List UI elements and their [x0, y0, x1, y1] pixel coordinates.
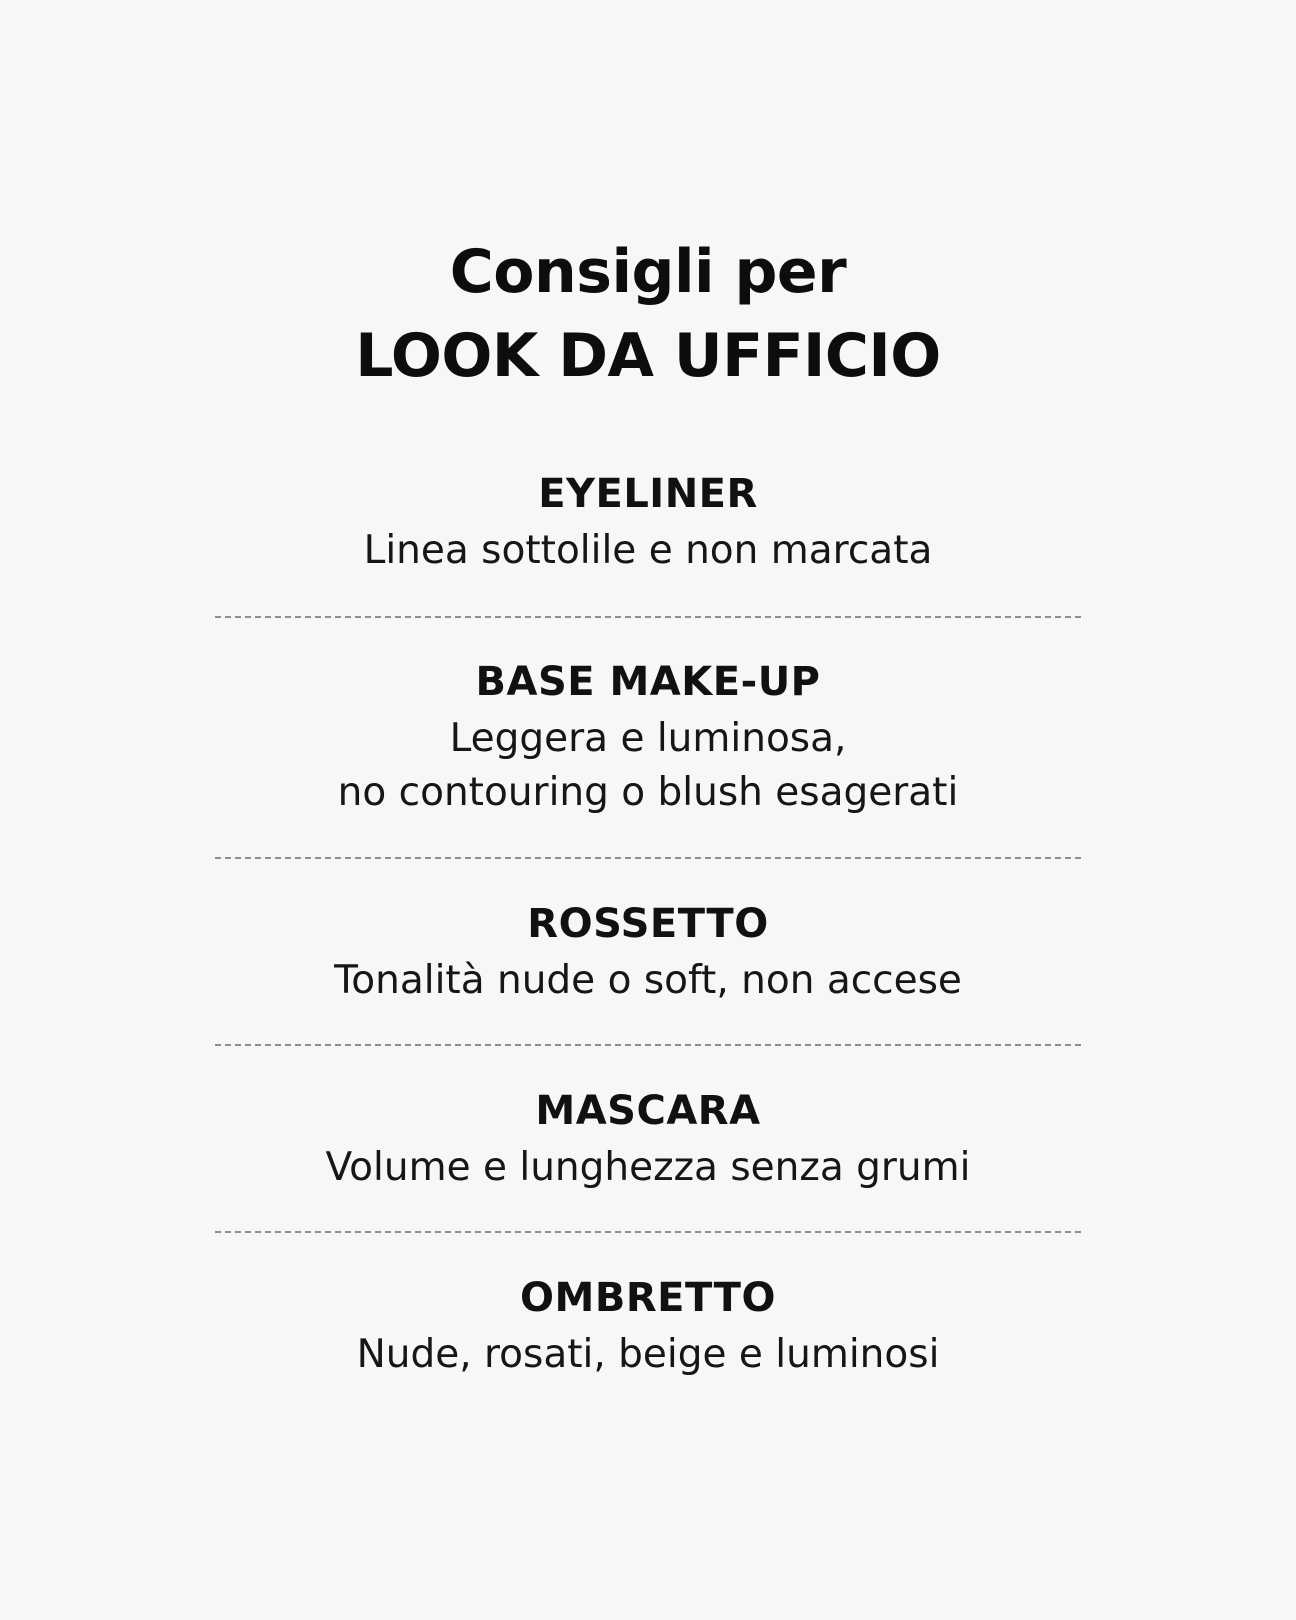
section-description [0, 1328, 1296, 1382]
section-description [0, 712, 1296, 820]
section-heading: ROSSETTO [527, 901, 769, 947]
description-line: no contouring o blush esagerati [337, 770, 959, 815]
section-description [0, 524, 1296, 578]
section-heading: EYELINER [538, 471, 758, 517]
section-heading: BASE MAKE-UP [475, 659, 821, 705]
section-heading: MASCARA [535, 1088, 761, 1134]
dashed-divider [215, 616, 1081, 618]
section-ombretto [0, 1275, 1296, 1382]
description-line: Nude, rosati, beige e luminosi [356, 1332, 940, 1377]
section-mascara [0, 1088, 1296, 1195]
description-line: Linea sottolile e non marcata [363, 528, 933, 573]
description-line: Tonalità nude o soft, non accese [334, 958, 962, 1003]
section-eyeliner [0, 471, 1296, 578]
section-heading: OMBRETTO [520, 1275, 776, 1321]
title-line-2: LOOK DA UFFICIO [355, 321, 941, 391]
title-line-1: Consigli per [449, 237, 847, 307]
dashed-divider [215, 1231, 1081, 1233]
description-line: Leggera e luminosa, [449, 716, 847, 761]
dashed-divider [215, 857, 1081, 859]
section-base-make-up [0, 659, 1296, 820]
section-description [0, 954, 1296, 1008]
description-line: Volume e lunghezza senza grumi [325, 1145, 971, 1190]
section-description [0, 1141, 1296, 1195]
dashed-divider [215, 1044, 1081, 1046]
section-rossetto [0, 901, 1296, 1008]
